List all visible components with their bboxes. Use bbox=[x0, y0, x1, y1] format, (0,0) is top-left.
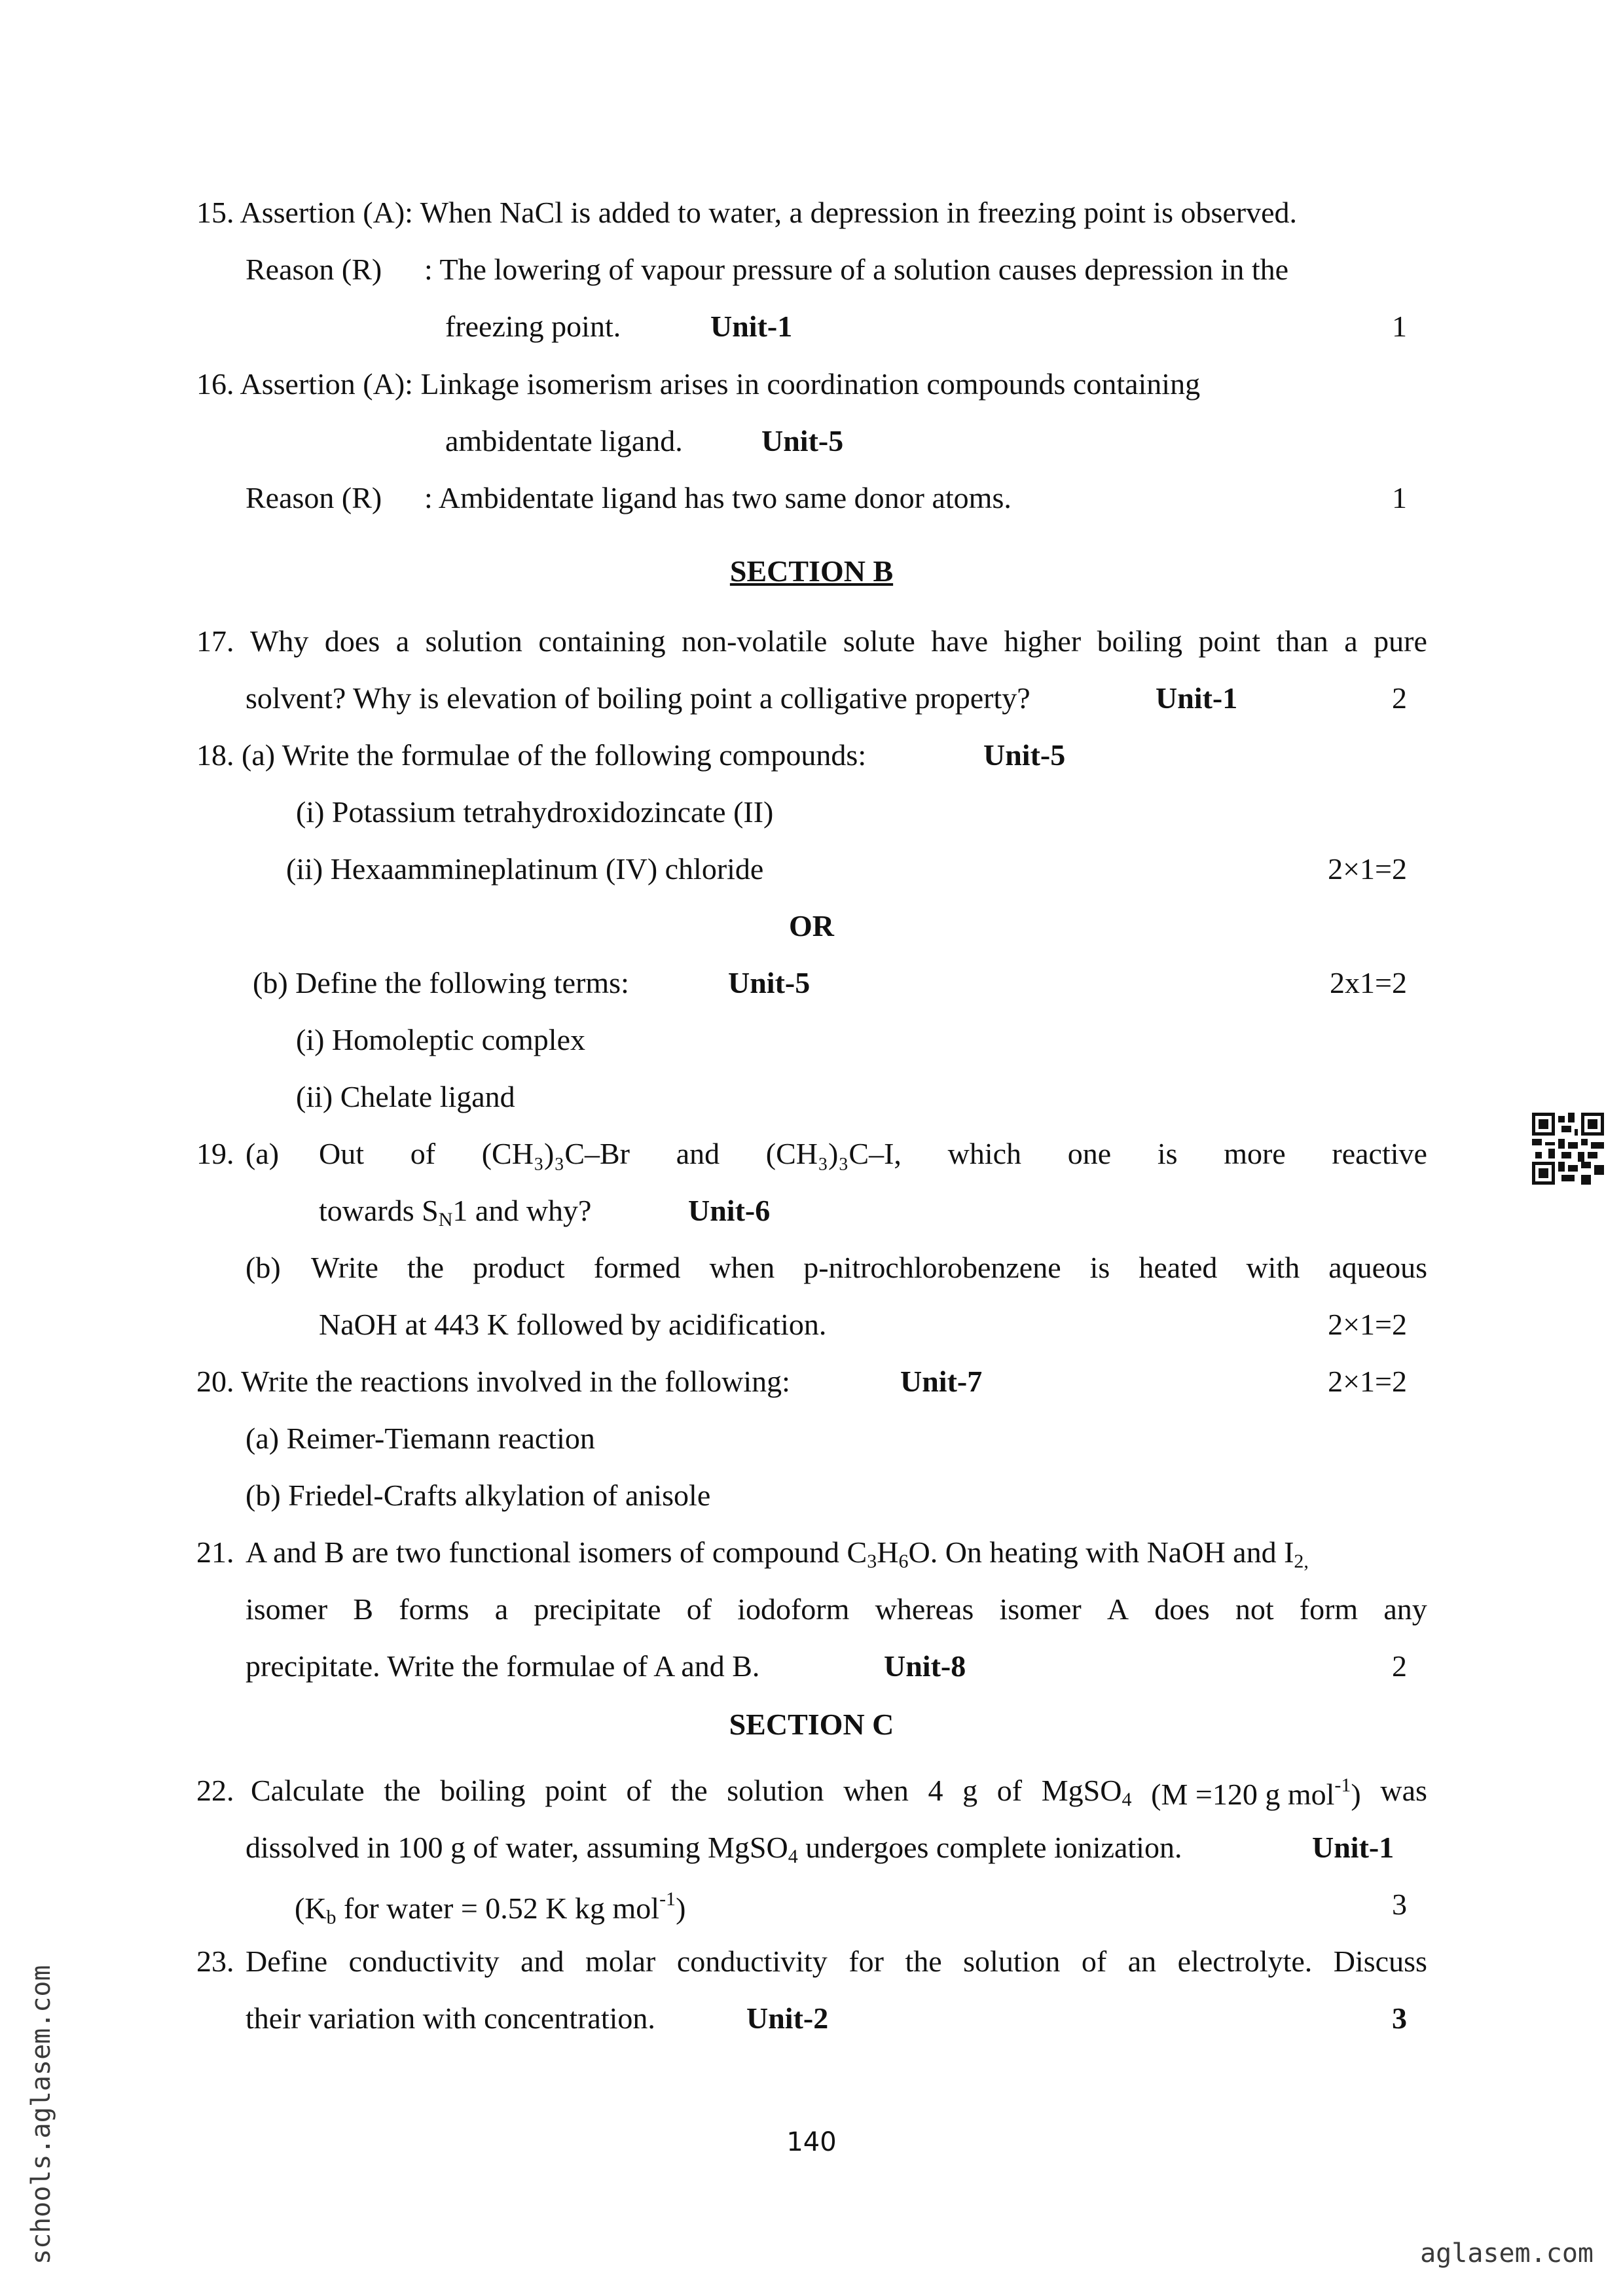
q18-a-ii: (ii) Hexaammineplatinum (IV) chloride bbox=[286, 852, 764, 886]
q18-b-marks: 2x1=2 bbox=[1330, 966, 1407, 999]
q17-number: 17. bbox=[196, 624, 234, 658]
q18-b-ii: (ii) Chelate ligand bbox=[296, 1080, 515, 1113]
q21-line1: A and B are two functional isomers of compound $C_3H_6O$. On heating with NaOH and $I_{2,}$ bbox=[246, 1535, 1309, 1572]
q21-line3: precipitate. Write the formulae of A and B. bbox=[246, 1649, 760, 1683]
q16-reason: : Ambidentate ligand has two same donor atoms. bbox=[424, 481, 1012, 514]
q15-marks: 1 bbox=[1392, 310, 1407, 343]
q18-or: OR bbox=[789, 909, 834, 942]
q16-line1 bbox=[196, 369, 1200, 399]
q17-line1: 17. Why does a solution containing non-volatile solute have higher boiling point than a pure bbox=[196, 624, 1427, 658]
q20-a: (a) Reimer-Tiemann reaction bbox=[246, 1422, 595, 1455]
q19-number: 19. bbox=[196, 1137, 234, 1170]
q19-marks: 2×1=2 bbox=[1328, 1308, 1407, 1341]
q16-reason-label: Reason (R) bbox=[246, 481, 382, 514]
q22-marks: 3 bbox=[1392, 1888, 1407, 1921]
q19-b-label: (b) bbox=[246, 1251, 281, 1284]
q21-unit: Unit-8 bbox=[884, 1649, 966, 1683]
q15-number: 15. bbox=[196, 196, 234, 229]
q22-number: 22. bbox=[196, 1774, 234, 1807]
q23-number: 23. bbox=[196, 1945, 234, 1978]
q23-marks: 3 bbox=[1392, 2001, 1407, 2035]
q22-kb: ($K_b$ for water = 0.52 K kg mol$^{-1}$) bbox=[295, 1888, 686, 1928]
q20-unit: Unit-7 bbox=[900, 1365, 983, 1398]
side-watermark: schools.aglasem.com bbox=[26, 1965, 56, 2265]
q15-unit: Unit-1 bbox=[710, 310, 793, 343]
q16-marks: 1 bbox=[1392, 481, 1407, 514]
q23-line1: Define conductivity and molar conductivity for the solution of an electrolyte. Discuss bbox=[246, 1945, 1427, 1978]
q17-line2: solvent? Why is elevation of boiling point a colligative property? bbox=[246, 681, 1030, 715]
q18-b-unit: Unit-5 bbox=[728, 966, 811, 999]
q18-number: 18. bbox=[196, 738, 234, 772]
q20-marks: 2×1=2 bbox=[1328, 1365, 1407, 1398]
q15-line1 bbox=[196, 198, 1297, 228]
q20-b: (b) Friedel-Crafts alkylation of anisole bbox=[246, 1479, 711, 1512]
q22-unit: Unit-1 bbox=[1312, 1831, 1395, 1864]
q20-line1 bbox=[196, 1367, 790, 1397]
q22-line2: dissolved in 100 g of water, assuming MgSO$_4$ undergoes complete ionization. bbox=[246, 1831, 1182, 1867]
q18-b-text: (b) Define the following terms: bbox=[253, 966, 629, 999]
q18-a-text: (a) Write the formulae of the following compounds: bbox=[242, 738, 867, 772]
q16-assertion-1: Linkage isomerism arises in coordination compounds containing bbox=[420, 367, 1201, 401]
q15-assertion-label: Assertion (A): bbox=[240, 196, 413, 229]
q18-line1 bbox=[196, 740, 866, 770]
q16-number: 16. bbox=[196, 367, 234, 401]
q18-a-unit: Unit-5 bbox=[983, 738, 1066, 772]
q19-a-unit: Unit-6 bbox=[688, 1194, 771, 1227]
section-b-heading: SECTION B bbox=[729, 554, 894, 588]
q21-marks: 2 bbox=[1392, 1649, 1407, 1683]
q18-a-marks: 2×1=2 bbox=[1328, 852, 1407, 886]
q16-unit: Unit-5 bbox=[761, 424, 844, 457]
q20-text: Write the reactions involved in the following: bbox=[241, 1365, 790, 1398]
q15-reason-line2: freezing point. bbox=[445, 310, 621, 343]
q18-b-i: (i) Homoleptic complex bbox=[296, 1023, 585, 1056]
section-c-heading: SECTION C bbox=[729, 1708, 894, 1741]
q18-a-i: (i) Potassium tetrahydroxidozincate (II) bbox=[296, 795, 774, 829]
q16-assertion-label: Assertion (A): bbox=[240, 367, 413, 401]
q22-line1: Calculate the boiling point of the solution when 4 g of MgSO$_4$ (M =120 g mol$^{-1}$) was bbox=[251, 1774, 1427, 1811]
qr-code-icon[interactable] bbox=[1532, 1113, 1604, 1185]
q16-assertion-2: ambidentate ligand. bbox=[445, 424, 683, 457]
q15-assertion: When NaCl is added to water, a depression in freezing point is observed. bbox=[420, 196, 1298, 229]
q15-reason-line1: : The lowering of vapour pressure of a solution causes depression in the bbox=[424, 253, 1289, 286]
q23-unit: Unit-2 bbox=[746, 2001, 829, 2035]
q21-line2: isomer B forms a precipitate of iodoform whereas isomer A does not form any bbox=[246, 1592, 1427, 1626]
q19-a-label: (a) bbox=[246, 1137, 280, 1170]
q20-number: 20. bbox=[196, 1365, 234, 1398]
q15-reason-label: Reason (R) bbox=[246, 253, 382, 286]
q17-marks: 2 bbox=[1392, 681, 1407, 715]
q19-b-line2: NaOH at 443 K followed by acidification. bbox=[319, 1308, 827, 1341]
q21-number: 21. bbox=[196, 1535, 234, 1569]
q19-a-line1: Out of (CH₃)₃C–Br and (CH₃)₃C–I, which one is more reactive bbox=[319, 1137, 1427, 1170]
page-number: 140 bbox=[786, 2127, 837, 2157]
q17-unit: Unit-1 bbox=[1156, 681, 1238, 715]
q23-line2: their variation with concentration. bbox=[246, 2001, 655, 2035]
q19-b-line1: Write the product formed when p-nitrochlorobenzene is heated with aqueous bbox=[311, 1251, 1427, 1284]
bottom-watermark: aglasem.com bbox=[1420, 2238, 1594, 2269]
q19-a-line2: towards $S_N1$ and why? bbox=[319, 1194, 592, 1230]
